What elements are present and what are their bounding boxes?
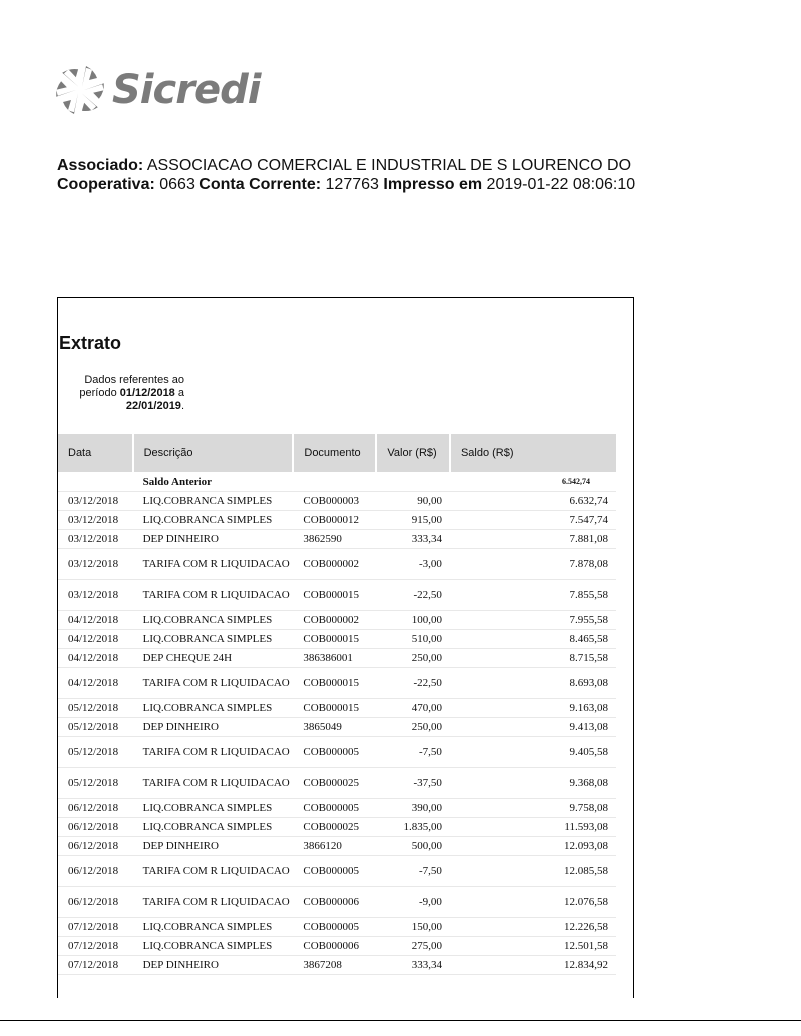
saldo-anterior-value: 6.542,74 (450, 472, 616, 492)
table-row (58, 699, 616, 718)
date-cell: 07/12/2018 (58, 956, 133, 975)
column-header-valor: Valor (R$) (376, 434, 450, 472)
associado-line (57, 156, 635, 175)
description-cell: LIQ.COBRANCA SIMPLES (133, 492, 294, 511)
document-cell: COB000003 (293, 492, 376, 511)
periodo-start: 01/12/2018 (119, 387, 175, 399)
document-cell: COB000006 (293, 937, 376, 956)
description-cell: LIQ.COBRANCA SIMPLES (133, 511, 294, 530)
document-cell: COB000005 (293, 799, 376, 818)
description-cell: DEP DINHEIRO (133, 718, 294, 737)
document-cell: COB000015 (293, 630, 376, 649)
table-header-row (58, 434, 616, 472)
amount-cell: 390,00 (376, 799, 450, 818)
date-cell: 04/12/2018 (58, 630, 133, 649)
date-cell: 04/12/2018 (58, 611, 133, 630)
table-row (58, 630, 616, 649)
balance-cell: 7.878,08 (450, 549, 616, 580)
balance-cell: 7.881,08 (450, 530, 616, 549)
balance-cell: 8.693,08 (450, 668, 616, 699)
table-row (58, 649, 616, 668)
saldo-anterior-empty-cell (58, 472, 133, 492)
account-line (57, 175, 635, 194)
amount-cell: -3,00 (376, 549, 450, 580)
document-cell: COB000005 (293, 856, 376, 887)
amount-cell: 333,34 (376, 956, 450, 975)
balance-cell: 12.085,58 (450, 856, 616, 887)
amount-cell: 500,00 (376, 837, 450, 856)
date-cell: 03/12/2018 (58, 511, 133, 530)
balance-cell: 9.758,08 (450, 799, 616, 818)
date-cell: 03/12/2018 (58, 580, 133, 611)
balance-cell: 12.093,08 (450, 837, 616, 856)
amount-cell: 250,00 (376, 649, 450, 668)
associado-label: Associado: (57, 157, 144, 174)
cooperativa-label: Cooperativa: (57, 176, 155, 193)
description-cell: LIQ.COBRANCA SIMPLES (133, 818, 294, 837)
balance-cell: 12.076,58 (450, 887, 616, 918)
description-cell: DEP DINHEIRO (133, 837, 294, 856)
conta-label: Conta Corrente: (199, 176, 322, 193)
document-cell: 3867208 (293, 956, 376, 975)
date-cell: 04/12/2018 (58, 649, 133, 668)
date-cell: 07/12/2018 (58, 937, 133, 956)
impresso-label: Impresso em (383, 176, 483, 193)
column-header-documento: Documento (293, 434, 376, 472)
table-row (58, 887, 616, 918)
document-cell: 386386001 (293, 649, 376, 668)
document-cell: 3865049 (293, 718, 376, 737)
associado-value: ASSOCIACAO COMERCIAL E INDUSTRIAL DE S LOURENCO DO (146, 157, 632, 174)
date-cell: 06/12/2018 (58, 856, 133, 887)
description-cell: LIQ.COBRANCA SIMPLES (133, 799, 294, 818)
document-cell: COB000015 (293, 699, 376, 718)
balance-cell: 9.368,08 (450, 768, 616, 799)
document-cell: COB000005 (293, 918, 376, 937)
description-cell: LIQ.COBRANCA SIMPLES (133, 918, 294, 937)
description-cell: LIQ.COBRANCA SIMPLES (133, 630, 294, 649)
amount-cell: 333,34 (376, 530, 450, 549)
table-row (58, 511, 616, 530)
amount-cell: 100,00 (376, 611, 450, 630)
amount-cell: 150,00 (376, 918, 450, 937)
date-cell: 07/12/2018 (58, 918, 133, 937)
amount-cell: 470,00 (376, 699, 450, 718)
balance-cell: 6.632,74 (450, 492, 616, 511)
conta-value: 127763 (325, 176, 379, 193)
amount-cell: -7,50 (376, 737, 450, 768)
amount-cell: -22,50 (376, 580, 450, 611)
column-header-descricao: Descrição (133, 434, 294, 472)
balance-cell: 9.405,58 (450, 737, 616, 768)
extrato-panel (57, 297, 634, 998)
table-row (58, 668, 616, 699)
table-row (58, 530, 616, 549)
periodo-end: 22/01/2019 (125, 400, 181, 412)
amount-cell: -37,50 (376, 768, 450, 799)
balance-cell: 12.226,58 (450, 918, 616, 937)
table-row (58, 611, 616, 630)
document-cell: 3862590 (293, 530, 376, 549)
logo-text: Sicredi (112, 67, 261, 113)
account-header (57, 156, 635, 194)
amount-cell: 275,00 (376, 937, 450, 956)
periodo-prefix: Dados referentes ao período (79, 374, 184, 399)
description-cell: TARIFA COM R LIQUIDACAO (133, 580, 294, 611)
saldo-anterior-label: Saldo Anterior (133, 472, 450, 492)
cooperativa-value: 0663 (159, 176, 195, 193)
table-row (58, 818, 616, 837)
amount-cell: 90,00 (376, 492, 450, 511)
table-row (58, 956, 616, 975)
document-cell: COB000012 (293, 511, 376, 530)
document-cell: COB000005 (293, 737, 376, 768)
document-cell: COB000015 (293, 668, 376, 699)
document-cell: COB000025 (293, 768, 376, 799)
date-cell: 04/12/2018 (58, 668, 133, 699)
balance-cell: 12.501,58 (450, 937, 616, 956)
date-cell: 06/12/2018 (58, 799, 133, 818)
sicredi-pinwheel-icon (54, 64, 106, 116)
table-row (58, 937, 616, 956)
amount-cell: 510,00 (376, 630, 450, 649)
column-header-data: Data (58, 434, 133, 472)
date-cell: 06/12/2018 (58, 818, 133, 837)
description-cell: LIQ.COBRANCA SIMPLES (133, 611, 294, 630)
description-cell: TARIFA COM R LIQUIDACAO (133, 668, 294, 699)
date-cell: 05/12/2018 (58, 699, 133, 718)
date-cell: 05/12/2018 (58, 718, 133, 737)
document-cell: COB000015 (293, 580, 376, 611)
description-cell: TARIFA COM R LIQUIDACAO (133, 768, 294, 799)
table-row (58, 492, 616, 511)
amount-cell: -7,50 (376, 856, 450, 887)
date-cell: 03/12/2018 (58, 492, 133, 511)
table-row (58, 856, 616, 887)
table-row (58, 737, 616, 768)
description-cell: DEP DINHEIRO (133, 956, 294, 975)
extrato-title: Extrato (59, 333, 122, 353)
date-cell: 06/12/2018 (58, 887, 133, 918)
table-row (58, 799, 616, 818)
date-cell: 05/12/2018 (58, 768, 133, 799)
description-cell: DEP CHEQUE 24H (133, 649, 294, 668)
amount-cell: -22,50 (376, 668, 450, 699)
table-row (58, 837, 616, 856)
periodo-suffix: . (180, 400, 184, 412)
balance-cell: 9.163,08 (450, 699, 616, 718)
document-cell: COB000006 (293, 887, 376, 918)
amount-cell: 915,00 (376, 511, 450, 530)
document-cell: COB000025 (293, 818, 376, 837)
date-cell: 03/12/2018 (58, 549, 133, 580)
description-cell: TARIFA COM R LIQUIDACAO (133, 856, 294, 887)
table-row (58, 918, 616, 937)
periodo-text (66, 374, 184, 413)
column-header-saldo: Saldo (R$) (450, 434, 616, 472)
date-cell: 05/12/2018 (58, 737, 133, 768)
saldo-anterior-row (58, 472, 616, 492)
description-cell: TARIFA COM R LIQUIDACAO (133, 549, 294, 580)
balance-cell: 7.855,58 (450, 580, 616, 611)
table-row (58, 768, 616, 799)
statement-table (58, 434, 616, 975)
page-bottom-rule (0, 1020, 801, 1021)
description-cell: TARIFA COM R LIQUIDACAO (133, 737, 294, 768)
sicredi-logo (54, 60, 260, 120)
balance-cell: 12.834,92 (450, 956, 616, 975)
balance-cell: 7.547,74 (450, 511, 616, 530)
balance-cell: 8.715,58 (450, 649, 616, 668)
date-cell: 03/12/2018 (58, 530, 133, 549)
table-row (58, 549, 616, 580)
description-cell: LIQ.COBRANCA SIMPLES (133, 937, 294, 956)
amount-cell: -9,00 (376, 887, 450, 918)
description-cell: TARIFA COM R LIQUIDACAO (133, 887, 294, 918)
document-cell: COB000002 (293, 611, 376, 630)
table-row (58, 580, 616, 611)
table-row (58, 718, 616, 737)
document-cell: 3866120 (293, 837, 376, 856)
date-cell: 06/12/2018 (58, 837, 133, 856)
description-cell: LIQ.COBRANCA SIMPLES (133, 699, 294, 718)
balance-cell: 11.593,08 (450, 818, 616, 837)
impresso-value: 2019-01-22 08:06:10 (486, 176, 636, 193)
document-cell: COB000002 (293, 549, 376, 580)
periodo-mid: a (177, 387, 184, 399)
description-cell: DEP DINHEIRO (133, 530, 294, 549)
balance-cell: 8.465,58 (450, 630, 616, 649)
balance-cell: 7.955,58 (450, 611, 616, 630)
amount-cell: 1.835,00 (376, 818, 450, 837)
balance-cell: 9.413,08 (450, 718, 616, 737)
amount-cell: 250,00 (376, 718, 450, 737)
